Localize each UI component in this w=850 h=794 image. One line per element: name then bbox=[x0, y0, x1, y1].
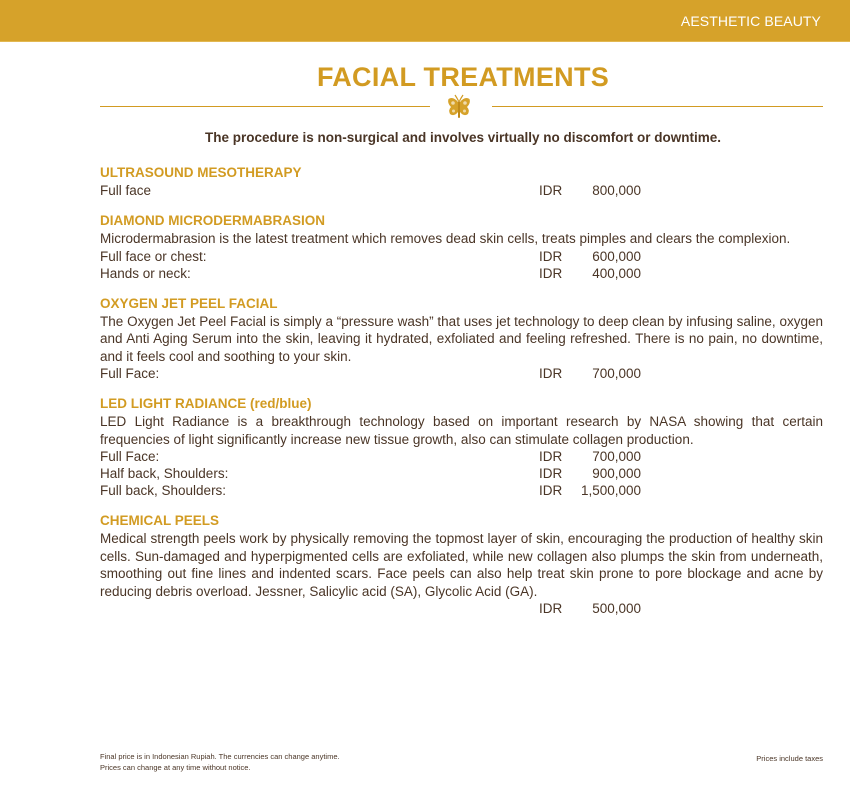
price-currency: IDR bbox=[539, 483, 563, 498]
price-amount: 900,000 bbox=[592, 466, 641, 481]
price-currency: IDR bbox=[539, 449, 563, 464]
page-subtitle: The procedure is non-surgical and involves virtually no discomfort or downtime. bbox=[204, 130, 722, 145]
price-row bbox=[100, 265, 823, 282]
price-row bbox=[100, 482, 823, 499]
price-amount: 800,000 bbox=[592, 183, 641, 198]
page-title: FACIAL TREATMENTS bbox=[316, 62, 610, 92]
price-label: Full face or chest: bbox=[100, 248, 207, 264]
treatment-section-chemical-peels bbox=[100, 512, 823, 617]
footer-taxes-note: Prices include taxes bbox=[756, 754, 823, 763]
treatments-list bbox=[100, 164, 823, 630]
price-row bbox=[100, 365, 823, 382]
price-currency: IDR bbox=[539, 183, 563, 198]
section-title: LED LIGHT RADIANCE (red/blue) bbox=[100, 396, 312, 411]
section-title: CHEMICAL PEELS bbox=[100, 513, 220, 528]
price-row bbox=[100, 600, 823, 617]
title-divider-left bbox=[100, 106, 430, 107]
title-divider-right bbox=[492, 106, 823, 107]
section-title: DIAMOND MICRODERMABRASION bbox=[100, 213, 325, 228]
price-currency: IDR bbox=[539, 248, 563, 264]
price-label: Full face bbox=[100, 183, 152, 198]
price-amount: 700,000 bbox=[592, 366, 641, 381]
butterfly-icon bbox=[447, 94, 471, 120]
section-description: Microdermabrasion is the latest treatment which removes dead skin cells, treats pimples and clears the complexion. bbox=[100, 231, 791, 246]
header-bar bbox=[0, 0, 850, 42]
treatment-section-oxygen-jet-peel bbox=[100, 295, 823, 383]
price-currency: IDR bbox=[539, 366, 563, 381]
price-label: Full Face: bbox=[100, 366, 160, 381]
section-title: OXYGEN JET PEEL FACIAL bbox=[100, 295, 278, 311]
treatment-section-led-light-radiance bbox=[100, 395, 823, 499]
price-currency: IDR bbox=[539, 466, 563, 481]
price-row bbox=[100, 248, 823, 265]
price-label: Hands or neck: bbox=[100, 265, 191, 281]
footer-price-notes bbox=[100, 751, 340, 773]
treatment-section-ultrasound-mesotherapy bbox=[100, 164, 823, 199]
treatment-section-diamond-microdermabrasion bbox=[100, 212, 823, 282]
price-amount: 1,500,000 bbox=[580, 483, 641, 498]
section-description: The Oxygen Jet Peel Facial is simply a “pressure wash” that uses jet technology to deep clean by infusing saline, oxygen and Anti Aging Serum into the skin, leaving it hydrated, exfoliated and feeling refreshed. There is no pain, no downtime, and it feels cool and soothing to your skin. bbox=[100, 313, 823, 364]
footer-note-changes: Prices can change at any time without notice. bbox=[100, 763, 251, 772]
price-row bbox=[100, 465, 823, 482]
price-row bbox=[100, 448, 823, 465]
price-label: Full Face: bbox=[100, 449, 160, 464]
footer-note-currency: Final price is in Indonesian Rupiah. The currencies can change anytime. bbox=[100, 752, 340, 761]
price-amount: 400,000 bbox=[592, 265, 641, 281]
price-amount: 700,000 bbox=[592, 449, 641, 464]
section-title: ULTRASOUND MESOTHERAPY bbox=[100, 165, 302, 180]
header-category-label: AESTHETIC BEAUTY bbox=[680, 13, 821, 29]
price-label: Half back, Shoulders: bbox=[100, 466, 229, 481]
price-row bbox=[100, 182, 823, 199]
price-label: Full back, Shoulders: bbox=[100, 483, 227, 498]
price-amount: 600,000 bbox=[592, 248, 641, 264]
price-currency: IDR bbox=[539, 601, 563, 616]
price-amount: 500,000 bbox=[592, 601, 641, 616]
price-currency: IDR bbox=[539, 265, 563, 281]
section-description: LED Light Radiance is a breakthrough technology based on important research by NASA showing that certain frequencies of light significantly increase new tissue growth, also can stimulate collagen production. bbox=[100, 414, 823, 447]
section-description: Medical strength peels work by physically removing the topmost layer of skin, encouraging the production of healthy skin cells. Sun-damaged and hyperpigmented cells are exfoliated, while new collagen also plumps the skin from underneath, smoothing out fine lines and indented scars. Face peels can also help treat skin prone to pore blockage and acne by reducing debris overload. Jessner, Salicylic acid (SA), Glycolic Acid (GA). bbox=[100, 531, 823, 599]
